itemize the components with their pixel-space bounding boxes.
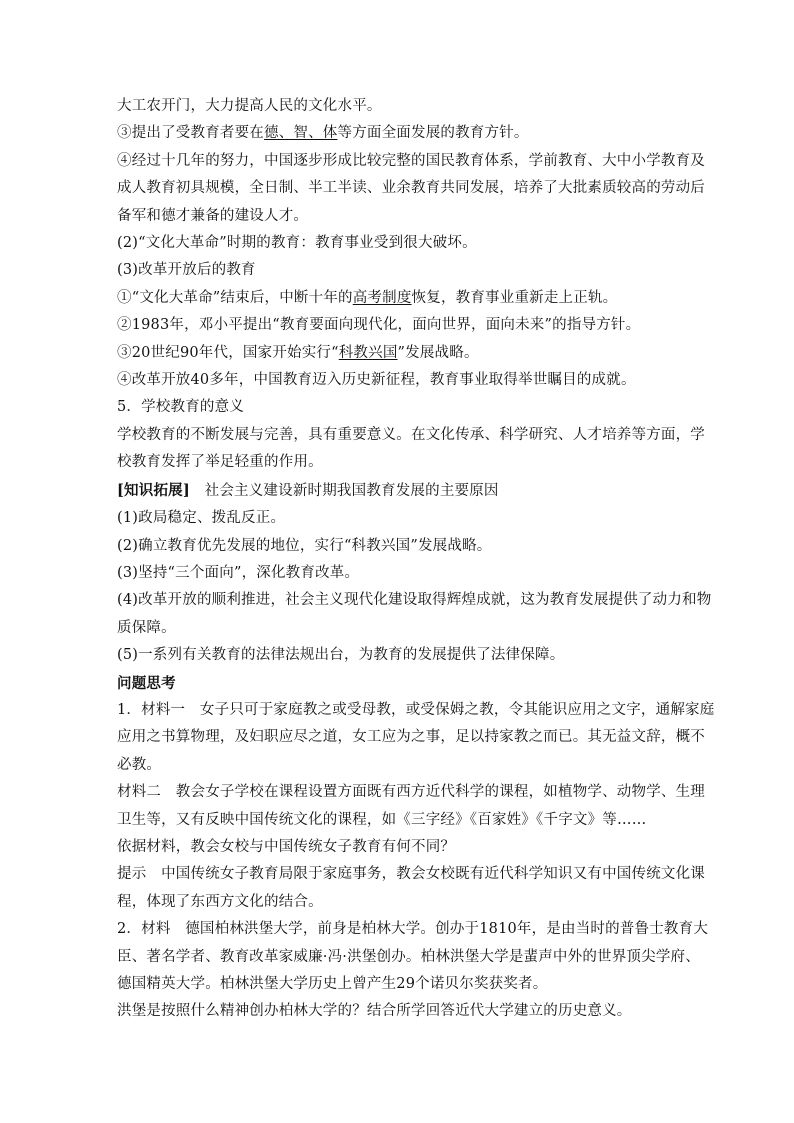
document-page [117,93,715,1026]
text-line: 臣、著名学者、教育改革家威廉·冯·洪堡创办。柏林洪堡大学是蜚声中外的世界顶尖学府、 [117,948,700,965]
text-line: 备军和德才兼备的建设人才。 [117,207,309,224]
text-line: ④改革开放40多年，中国教育迈入历史新征程，教育事业取得举世瞩目的成就。 [117,372,636,389]
section-heading: (3)改革开放后的教育 [117,262,256,279]
answer-hint: 程，体现了东西方文化的结合。 [117,893,323,910]
text-line: 校教育发挥了举足轻重的作用。 [117,454,323,471]
text-line: 1．材料一 女子只可于家庭教之或受母教，或受保姆之教，令其能识应用之文字，通解家庭 [117,701,715,718]
text-line: ②1983年，邓小平提出“教育要面向现代化，面向世界，面向未来”的指导方针。 [117,317,641,334]
text-line: 材料二 教会女子学校在课程设置方面既有西方近代科学的课程，如植物学、动物学、生理 [117,784,705,801]
text-line: 卫生等，又有反映中国传统文化的课程，如《三字经》《百家姓》《千字文》等…… [117,811,647,828]
text-line: ④经过十几年的努力，中国逐步形成比较完整的国民教育体系，学前教育、大中小学教育及 [117,152,705,169]
questions-heading: 问题思考 [117,674,176,692]
text-line: 德国精英大学。柏林洪堡大学历史上曾产生29个诺贝尔奖获奖者。 [117,976,548,992]
text-line: 学校教育的不断发展与完善，具有重要意义。在文化传承、科学研究、人才培养等方面，学 [117,426,705,443]
text-line: 应用之书算物理，及妇职应尽之道，女工应为之事，足以持家教之而已。其无益文辞，概不 [117,729,705,746]
list-item: (4)改革开放的顺利推进，社会主义现代化建设取得辉煌成就，这为教育发展提供了动力和物 [117,592,712,609]
list-item: (1)政局稳定、拨乱反正。 [117,510,286,527]
list-item: 质保障。 [117,619,176,636]
knowledge-extension-label: [知识拓展] [117,481,190,499]
list-item: (3)坚持“三个面向”，深化教育改革。 [117,564,360,581]
list-item: (2)确立教育优先发展的地位，实行“科教兴国”发展战略。 [117,537,492,554]
underlined-term: 科教兴国 [338,344,398,361]
list-item: (5)一系列有关教育的法律法规出台，为教育的发展提供了法律保障。 [117,647,565,664]
text-line: 必教。 [117,756,162,773]
answer-hint: 提示 中国传统女子教育局限于家庭事务，教会女校既有近代科学知识又有中国传统文化课 [117,866,705,883]
underlined-term: 德、智、体 [264,125,338,142]
section-heading: (2)“文化大革命”时期的教育：教育事业受到很大破坏。 [117,235,477,252]
text-line: ①“文化大革命”结束后，中断十年的高考制度恢复，教育事业重新走上正轨。 [117,289,618,306]
text-line: 2．材料 德国柏林洪堡大学，前身是柏林大学。创办于1810年，是由当时的普鲁士教育大 [117,921,709,938]
knowledge-extension-heading: [知识拓展] 社会主义建设新时期我国教育发展的主要原因 [117,481,499,499]
question-prompt: 依据材料，教会女校与中国传统女子教育有何不同？ [117,838,456,855]
text-line: ③20世纪90年代，国家开始实行“科教兴国”发展战略。 [117,344,479,361]
text-line: 成人教育初具规模，全日制、半工半读、业余教育共同发展，培养了大批素质较高的劳动后 [117,180,705,197]
section-heading: 5．学校教育的意义 [117,399,245,416]
text-line: 大工农开门，大力提高人民的文化水平。 [117,98,382,114]
question-prompt: 洪堡是按照什么精神创办柏林大学的？结合所学回答近代大学建立的历史意义。 [117,1003,632,1020]
text-line: ③提出了受教育者要在德、智、体等方面全面发展的教育方针。 [117,125,529,142]
underlined-term: 高考制度 [352,289,412,306]
